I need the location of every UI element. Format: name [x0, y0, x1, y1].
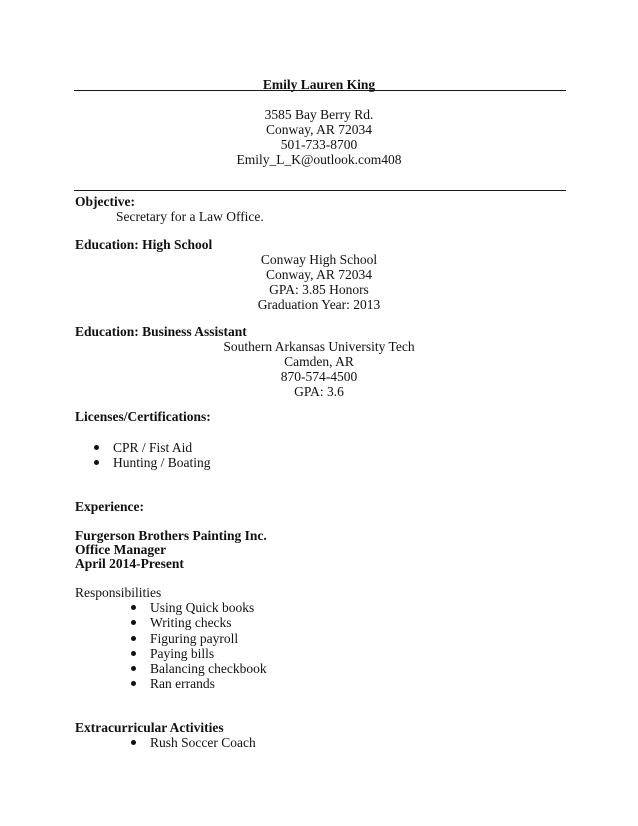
phone-number: 501-733-8700 [280, 137, 358, 152]
business-school-name: Southern Arkansas University Tech [223, 339, 415, 354]
bullet-icon [131, 605, 136, 610]
high-school-name: Conway High School [260, 252, 378, 267]
high-school-location: Conway, AR 72034 [265, 267, 372, 282]
extracurricular-heading: Extracurricular Activities [75, 720, 224, 735]
address-line-1: 3585 Bay Berry Rd. [264, 107, 374, 122]
header-top-rule [74, 90, 566, 91]
experience-heading: Experience: [75, 499, 144, 514]
bullet-icon [131, 636, 136, 641]
education-business-heading: Education: Business Assistant [75, 324, 247, 339]
experience-company: Furgerson Brothers Painting Inc. [75, 528, 267, 543]
experience-dates: April 2014-Present [75, 556, 184, 571]
business-school-location: Camden, AR [284, 354, 354, 369]
objective-heading: Objective: [75, 194, 135, 209]
experience-job-title: Office Manager [75, 542, 167, 557]
bullet-icon [131, 666, 136, 671]
email-address: Emily_L_K@outlook.com408 [236, 152, 402, 167]
responsibilities-label: Responsibilities [75, 585, 162, 600]
bullet-icon [131, 681, 136, 686]
resume-page: Emily Lauren King 3585 Bay Berry Rd. Conway, AR 72034 501-733-8700 Emily_L_K@outlook.com408 Objective: Secretary for a Law Office. Education: High School Conway High School Conway, AR 72034 GPA: 3.85 Honors Graduation Year: 2013 Education: Business Assistant Southern Arkansas University Tech Camden, AR 870-574-4500 GPA: 3.6 Licenses/Certifications: CPR / Fist Aid Hunting / Boating Experience: Furgerson Brothers Painting Inc. Office Manager April 2014-Present Responsibilities Using Quick books Writing checks Figuring payroll Paying bills Balancing checkbook Ran errands Extracurricular Activities Rush Soccer Coach [0, 0, 638, 826]
objective-text: Secretary for a Law Office. [116, 209, 264, 224]
bullet-icon [131, 651, 136, 656]
applicant-name: Emily Lauren King [262, 77, 376, 92]
bullet-icon [131, 740, 136, 745]
high-school-gpa: GPA: 3.85 Honors [269, 282, 369, 297]
business-school-phone: 870-574-4500 [280, 369, 358, 384]
bullet-icon [94, 460, 99, 465]
education-high-school-heading: Education: High School [75, 237, 213, 252]
licenses-heading: Licenses/Certifications: [75, 409, 211, 424]
high-school-graduation: Graduation Year: 2013 [257, 297, 381, 312]
header-bottom-rule [74, 190, 566, 191]
bullet-icon [94, 445, 99, 450]
address-line-2: Conway, AR 72034 [265, 122, 372, 137]
business-school-gpa: GPA: 3.6 [294, 384, 344, 399]
bullet-icon [131, 620, 136, 625]
